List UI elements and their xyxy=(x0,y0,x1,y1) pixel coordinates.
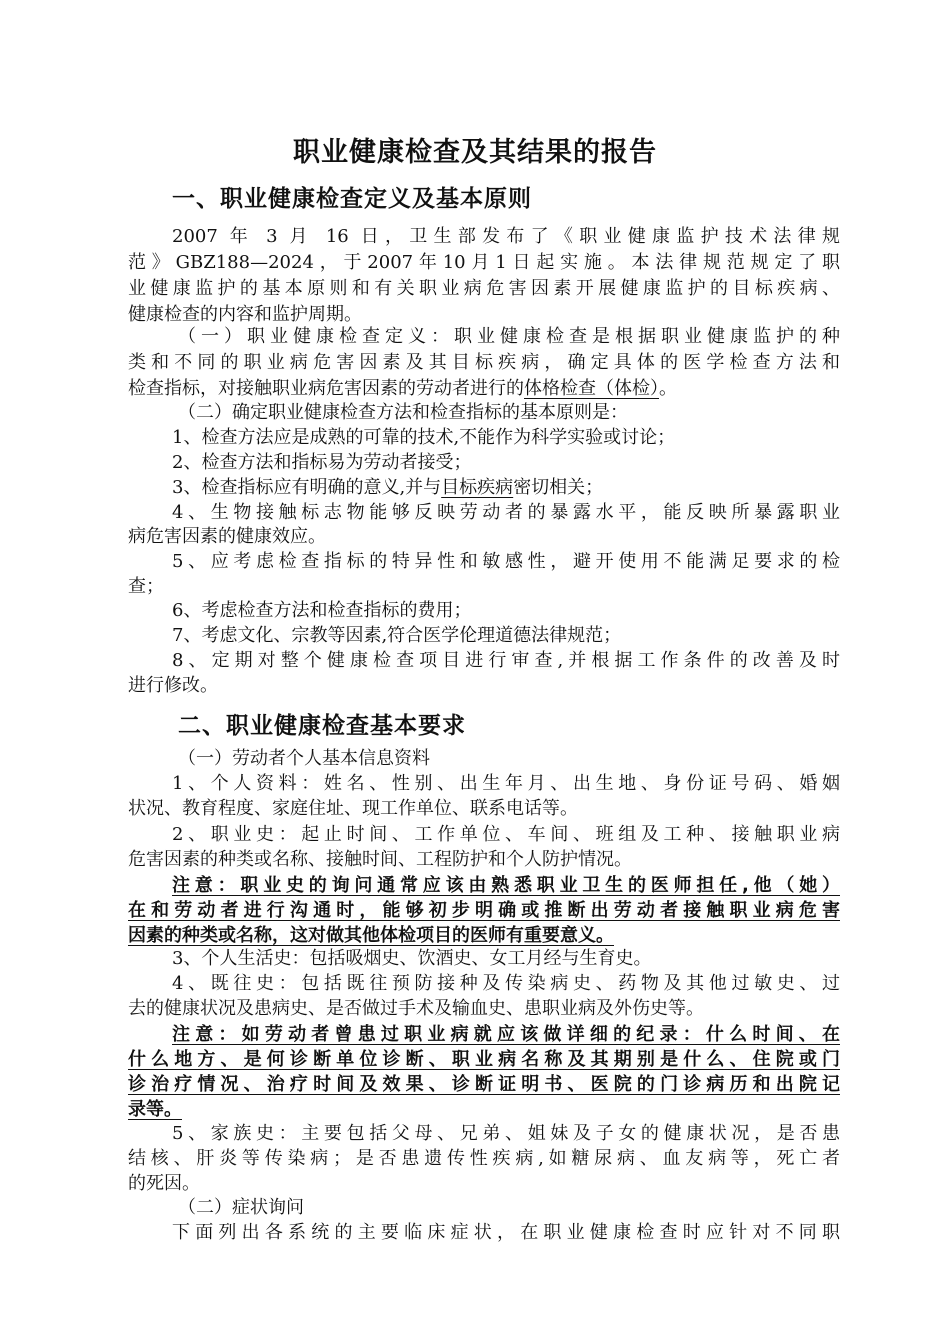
list-item: 6、考虑检查方法和检查指标的费用； xyxy=(172,600,472,621)
note-line: 诊治疗情况、治疗时间及效果、诊断证明书、医院的门诊病历和出院记 xyxy=(128,1074,840,1095)
list-item: 7、考虑文化、宗教等因素,符合医学伦理道德法律规范； xyxy=(172,625,622,646)
note-line: 录等。 xyxy=(128,1099,182,1120)
list-item: 1、检查方法应是成熟的可靠的技术,不能作为科学实验或讨论； xyxy=(172,427,676,448)
note-line: 什么地方、是何诊断单位诊断、职业病名称及其期别是什么、住院或门 xyxy=(128,1049,840,1070)
paragraph-line: 2007 年 3 月 16 日，卫生部发布了《职业健康监护技术法律规 xyxy=(172,226,840,247)
list-item-cont: 的死因。 xyxy=(128,1173,200,1194)
list-item-cont: 结核、肝炎等传染病；是否患遗传性疾病,如糖尿病、血友病等，死亡者 xyxy=(128,1148,840,1169)
list-item: 8、定期对整个健康检查项目进行审查,并根据工作条件的改善及时 xyxy=(172,650,840,671)
section-heading-2: 二、职业健康检查基本要求 xyxy=(178,713,466,739)
list-item xyxy=(172,474,840,502)
list-item: 4、生物接触标志物能够反映劳动者的暴露水平，能反映所暴露职业 xyxy=(172,502,840,523)
section-heading-1: 一、职业健康检查定义及基本原则 xyxy=(172,186,532,212)
subheading: （一）劳动者个人基本信息资料 xyxy=(178,748,430,769)
list-item: 4、既往史：包括既往预防接种及传染病史、药物及其他过敏史、过 xyxy=(172,973,840,994)
list-item: 2、职业史：起止时间、工作单位、车间、班组及工种、接触职业病 xyxy=(172,824,840,845)
list-item-cont: 危害因素的种类或名称、接触时间、工程防护和个人防护情况。 xyxy=(128,849,632,870)
note-line: 在和劳动者进行沟通时，能够初步明确或推断出劳动者接触职业病危害 xyxy=(128,900,840,921)
list-item: 1、个人资料：姓名、性别、出生年月、出生地、身份证号码、婚姻 xyxy=(172,773,840,794)
paragraph-line: 范》GBZ188—2024，于2007年10月1日起实施。本法律规范规定了职 xyxy=(128,252,840,273)
text-run: 3、检查指标应有明确的意义,并与 xyxy=(172,477,442,498)
list-item-cont: 查； xyxy=(128,576,164,597)
paragraph-line: 下面列出各系统的主要临床症状，在职业健康检查时应针对不同职 xyxy=(172,1222,840,1243)
list-item-cont: 病危害因素的健康效应。 xyxy=(128,526,326,547)
list-item-cont: 状况、教育程度、家庭住址、现工作单位、联系电话等。 xyxy=(128,798,578,819)
text-run: 检查指标，对接触职业病危害因素的劳动者进行的 xyxy=(128,378,524,399)
paragraph-line: 业健康监护的基本原则和有关职业病危害因素开展健康监护的目标疾病、 xyxy=(128,278,840,299)
underlined-term: 体格检查（体检） xyxy=(524,378,659,399)
text-run: 密切相关； xyxy=(513,477,604,498)
list-item: 5、家族史：主要包括父母、兄弟、姐妹及子女的健康状况，是否患 xyxy=(172,1123,840,1144)
list-item-cont: 进行修改。 xyxy=(128,675,218,696)
underlined-term: 目标疾病 xyxy=(441,477,514,498)
note-line: 因素的种类或名称，这对做其他体检项目的医师有重要意义。 xyxy=(128,925,614,946)
list-item: 2、检查方法和指标易为劳动者接受； xyxy=(172,452,472,473)
subheading: （二）症状询问 xyxy=(178,1197,304,1218)
paragraph-line: 健康检查的内容和监护周期。 xyxy=(128,304,362,325)
paragraph-line: （一）职业健康检查定义：职业健康检查是根据职业健康监护的种 xyxy=(178,326,840,347)
paragraph-line: （二）确定职业健康检查方法和检查指标的基本原则是： xyxy=(178,402,628,423)
list-item-cont: 去的健康状况及患病史、是否做过手术及输血史、患职业病及外伤史等。 xyxy=(128,998,704,1019)
list-item: 3、个人生活史：包括吸烟史、饮酒史、女工月经与生育史。 xyxy=(172,948,652,969)
list-item: 5、应考虑检查指标的特异性和敏感性，避开使用不能满足要求的检 xyxy=(172,551,840,572)
note-line: 注意：如劳动者曾患过职业病就应该做详细的纪录：什么时间、在 xyxy=(172,1024,840,1045)
text-run: 。 xyxy=(659,378,677,399)
page-title: 职业健康检查及其结果的报告 xyxy=(293,137,657,168)
note-line: 注意：职业史的询问通常应该由熟悉职业卫生的医师担任,他（她） xyxy=(172,875,840,896)
paragraph-line: 类和不同的职业病危害因素及其目标疾病，确定具体的医学检查方法和 xyxy=(128,352,840,373)
